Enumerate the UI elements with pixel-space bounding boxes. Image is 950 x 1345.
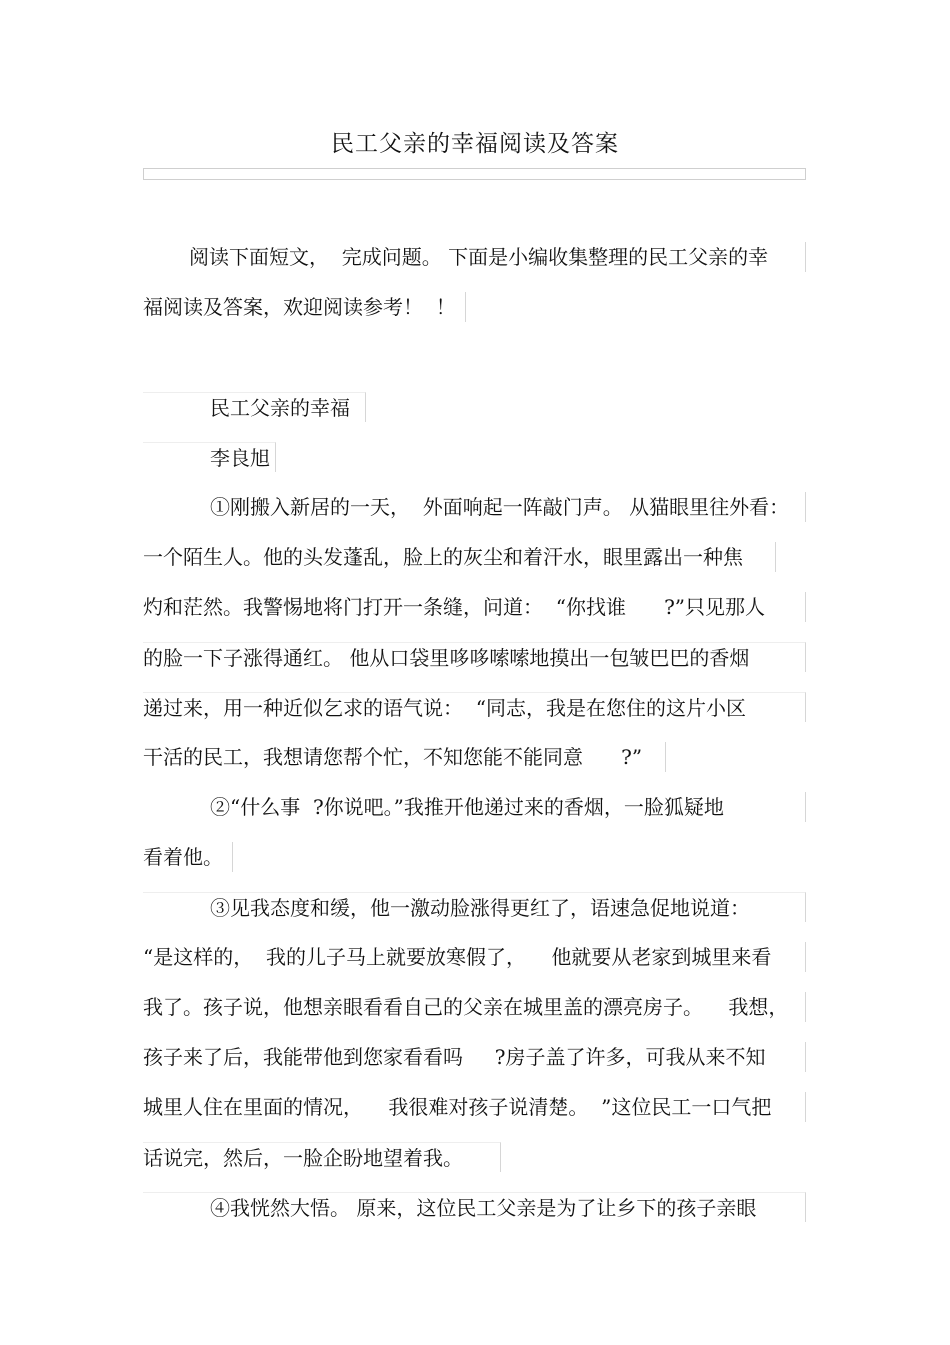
paragraph-line: 孩子来了后，我能带他到您家看看吗 ?房子盖了许多，可我从来不知	[143, 1042, 806, 1072]
document-title: 民工父亲的幸福阅读及答案	[331, 131, 619, 157]
paragraph-line: 我了。孩子说，他想亲眼看看自己的父亲在城里盖的漂亮房子。 我想，	[143, 992, 806, 1022]
intro-line-1: 阅读下面短文， 完成问题。 下面是小编收集整理的民工父亲的幸	[143, 242, 806, 272]
paragraph-line: ①刚搬入新居的一天， 外面响起一阵敲门声。 从猫眼里往外看：	[143, 492, 806, 522]
paragraph-line: 话说完，然后，一脸企盼地望着我。	[143, 1142, 501, 1172]
paragraph-line: 看着他。	[143, 842, 233, 872]
story-title: 民工父亲的幸福	[143, 392, 366, 422]
paragraph-line: 干活的民工，我想请您帮个忙，不知您能不能同意 ?”	[143, 742, 666, 772]
paragraph-line: 城里人住在里面的情况， 我很难对孩子说清楚。 ”这位民工一口气把	[143, 1092, 806, 1122]
intro-line-2: 福阅读及答案，欢迎阅读参考！ ！	[143, 292, 466, 322]
paragraph-line: 灼和茫然。我警惕地将门打开一条缝，问道： “你找谁 ?”只见那人	[143, 592, 806, 622]
paragraph-line: 的脸一下子涨得通红。 他从口袋里哆哆嗦嗦地摸出一包皱巴巴的香烟	[143, 642, 806, 672]
paragraph-line: 递过来，用一种近似乞求的语气说： “同志，我是在您住的这片小区	[143, 692, 806, 722]
paragraph-line: “是这样的， 我的儿子马上就要放寒假了， 他就要从老家到城里来看	[143, 942, 806, 972]
story-author: 李良旭	[143, 442, 276, 472]
title-underline-box	[143, 168, 806, 180]
paragraph-line: ②“什么事 ?你说吧。”我推开他递过来的香烟，一脸狐疑地	[143, 792, 806, 822]
paragraph-line: ④我恍然大悟。 原来，这位民工父亲是为了让乡下的孩子亲眼	[143, 1192, 806, 1222]
paragraph-line: 一个陌生人。他的头发蓬乱，脸上的灰尘和着汗水，眼里露出一种焦	[143, 542, 776, 572]
paragraph-line: ③见我态度和缓，他一激动脸涨得更红了，语速急促地说道：	[143, 892, 806, 922]
